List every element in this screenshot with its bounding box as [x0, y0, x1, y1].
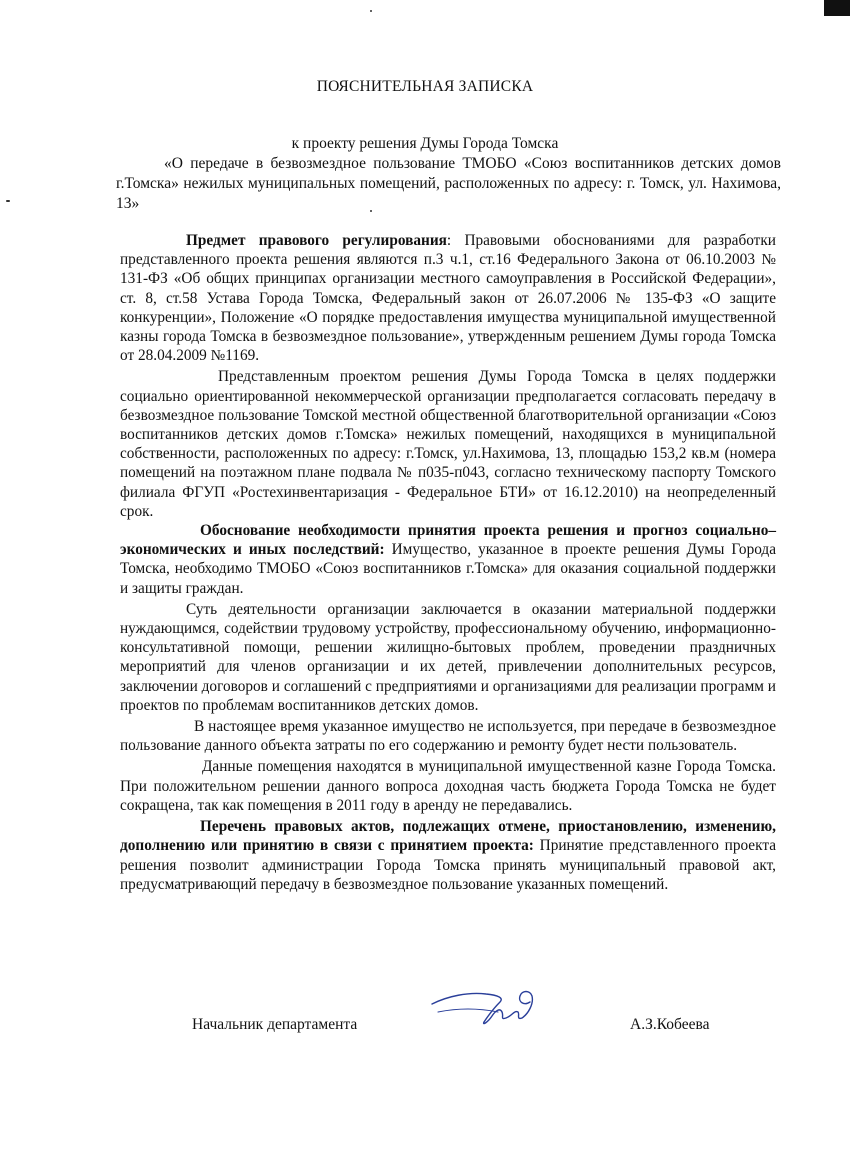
section-text: Имущество, указанное в проекте решения Думы Города Томска, необходимо ТМОБО «Союз воспитанников г.Томска» для оказания социальной поддержки и защиты граждан. [120, 541, 776, 597]
section-text: Данные помещения находятся в муниципальной имущественной казне Города Томска. При положительном решении данного вопроса доходная часть бюджета Города Томска не будет сокращена, так как помещения в 2011 году в аренду не передавались. [120, 758, 776, 814]
section-heading: Обоснование необходимости принятия проекта решения и прогноз социально–экономических и иных последствий: [120, 522, 776, 559]
section-justification [120, 521, 776, 598]
document-topic: «О передаче в безвозмездное пользование ТМОБО «Союз воспитанников детских домов г.Томска» нежилых муниципальных помещений, расположенных по адресу: г. Томск, ул. Нахимова, 13» [116, 155, 781, 212]
signatory-name: А.З.Кобеева [630, 1016, 710, 1033]
handwritten-signature [428, 982, 548, 1032]
section-heading: Перечень правовых актов, подлежащих отмене, приостановлению, изменению, дополнению или принятию в связи с принятием проекта: [120, 818, 776, 855]
scan-speck [6, 200, 10, 202]
section-budget [120, 757, 776, 815]
section-text: Представленным проектом решения Думы Города Томска в целях поддержки социально ориентированной некоммерческой организации предполагается согласовать передачу в безвозмездное пользование Томской местной общественной благотворительной организации «Союз воспитанников детских домов г.Томска» нежилых помещений, находящихся в муниципальной собственности, расположенных по адресу: г.Томск, ул.Нахимова, 13, площадью 153,2 кв.м (номера помещений на поэтажном плане подвала № п035-п043, согласно техническому паспорту Томского филиала ФГУП «Ростехинвентаризация - Федеральное БТИ» от 16.12.2010) на неопределенный срок. [120, 368, 776, 520]
scan-corner-mark [824, 0, 850, 16]
scan-speck [370, 10, 372, 12]
document-subtitle: к проекту решения Думы Города Томска [291, 135, 559, 152]
section-activity [120, 600, 776, 715]
section-purpose [120, 367, 776, 521]
document-title: ПОЯСНИТЕЛЬНАЯ ЗАПИСКА [316, 78, 534, 95]
section-text: Суть деятельности организации заключается в оказании материальной поддержки нуждающимся, содействии трудовому устройству, профессиональному обучению, информационно-консультативной помощи, решении жилищно-бытовых проблем, проведении праздничных мероприятий для членов организации и их детей, привлечении дополнительных ресурсов, заключении договоров и соглашений с предприятиями и организациями для реализации программ и проектов по проблемам воспитанников детских домов. [120, 600, 776, 714]
section-text: : Правовыми обоснованиями для разработки представленного проекта решения являются п.3 ч.1, ст.16 Федерального Закона от 06.10.2003 № 131-ФЗ «Об общих принципах организации местного самоуправления в Российской Федерации», ст. 8, ст.58 Устава Города Томска, Федеральный закон от 26.07.2006 № 135-ФЗ «О защите конкуренции», Положение «О порядке предоставления имущества муниципальной имущественной казны города Томска в безвозмездное пользование», утвержденным решением Думы города Томска от 28.04.2009 №1169. [120, 232, 776, 365]
section-legal-acts [120, 817, 776, 894]
document-body [120, 231, 776, 894]
signatory-role: Начальник департамента [192, 1016, 358, 1033]
section-heading: Предмет правового регулирования [186, 232, 447, 249]
section-text: Принятие представленного проекта решения позволит администрации Города Томска принять муниципальный правовой акт, предусматривающий передачу в безвозмездное пользование указанных помещений. [120, 837, 776, 893]
section-text: В настоящее время указанное имущество не используется, при передаче в безвозмездное пользование данного объекта затраты по его содержанию и ремонту будет нести пользователь. [120, 718, 776, 755]
section-legal-regulation [120, 231, 776, 365]
section-current-state [120, 717, 776, 755]
